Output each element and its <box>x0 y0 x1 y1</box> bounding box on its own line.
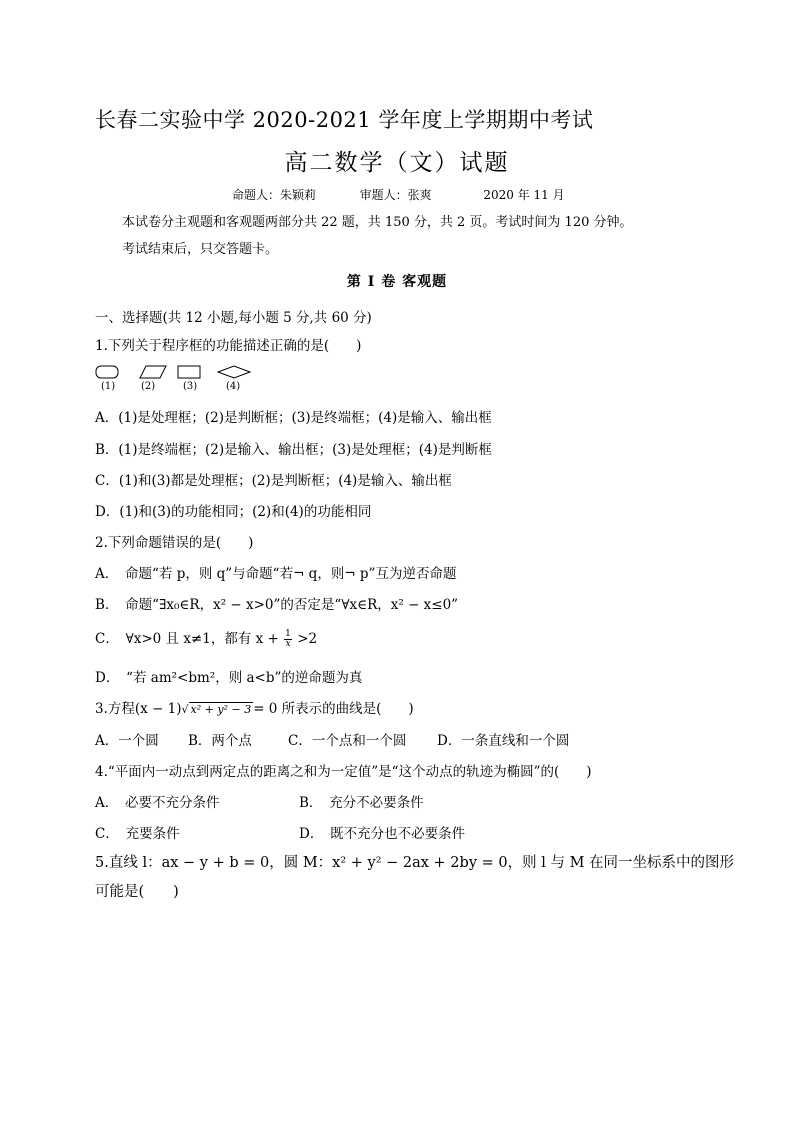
intro-line-2: 考试结束后，只交答题卡。 <box>122 242 279 257</box>
author: 命题人：朱颖莉 <box>232 188 317 202</box>
q3-stem: 3.方程(x − 1)√ x² + y² − 3 = 0 所表示的曲线是( ) <box>95 701 414 717</box>
q2-option-d: D． “若 am²<bm²，则 a<b”的逆命题为真 <box>95 670 363 686</box>
q3-option-b: B．两个点 <box>188 733 252 749</box>
q3-stem-post: = 0 所表示的曲线是( ) <box>253 701 414 717</box>
q1-option-d: D．(1)和(3)的功能相同；(2)和(4)的功能相同 <box>95 504 372 520</box>
shape-label-2: (2) <box>141 381 156 392</box>
q4-stem: 4.“平面内一动点到两定点的距离之和为一定值”是“这个动点的轨迹为椭圆”的( ) <box>95 764 592 780</box>
paper-meta <box>232 186 565 203</box>
q3-option-d: D．一条直线和一个圆 <box>437 733 570 749</box>
q3-option-c: C．一个点和一个圆 <box>288 733 407 749</box>
io-shape <box>140 366 166 378</box>
fraction-one-over-x <box>284 630 292 649</box>
date: 2020 年 11 月 <box>483 188 565 202</box>
q4-option-b: B． 充分不必要条件 <box>299 795 424 811</box>
shape-label-4: (4) <box>226 381 241 392</box>
q2-stem: 2.下列命题错误的是( ) <box>95 535 254 551</box>
q3-option-a: A．一个圆 <box>95 733 159 749</box>
q2-option-b: B． 命题“∃x₀∈R，x² − x>0”的否定是“∀x∈R，x² − x≤0” <box>95 597 459 613</box>
q1-stem: 1.下列关于程序框的功能描述正确的是( ) <box>95 338 362 354</box>
section-heading: 第 Ⅰ 卷 客观题 <box>346 274 448 290</box>
flowchart-shapes-figure <box>94 364 264 382</box>
paper-title: 高二数学（文）试题 <box>284 150 510 176</box>
decision-shape <box>218 366 250 378</box>
fraction-denominator: x <box>285 639 291 649</box>
q4-option-d: D． 既不充分也不必要条件 <box>299 826 466 842</box>
process-shape <box>178 366 200 378</box>
shape-label-3: (3) <box>183 381 198 392</box>
intro-line-1: 本试卷分主观题和客观题两部分共 22 题，共 150 分，共 2 页。考试时间为 120 分钟。 <box>122 215 633 230</box>
q4-option-a: A． 必要不充分条件 <box>95 795 220 811</box>
q3-sqrt-expression: x² + y² − 3 <box>190 703 252 716</box>
shape-label-1: (1) <box>101 381 116 392</box>
school-exam-heading: 长春二实验中学 2020-2021 学年度上学期期中考试 <box>95 108 594 132</box>
q2-option-c <box>95 627 317 649</box>
reviewer: 审题人：张爽 <box>359 188 432 202</box>
part-title: 一、选择题(共 12 小题,每小题 5 分,共 60 分) <box>95 310 372 326</box>
q2-option-c-text: C． ∀x>0 且 x≠1，都有 x + <box>95 631 279 647</box>
terminal-shape <box>96 366 118 378</box>
q2-option-a: A． 命题“若 p，则 q”与命题“若¬ q，则¬ p”互为逆否命题 <box>95 566 457 582</box>
q4-option-c: C． 充要条件 <box>95 826 180 842</box>
q5-stem-line-2: 可能是( ) <box>95 884 179 900</box>
q1-option-c: C．(1)和(3)都是处理框；(2)是判断框；(4)是输入、输出框 <box>95 473 452 489</box>
q2-option-c-tail: >2 <box>297 631 318 647</box>
fraction-numerator: 1 <box>285 629 291 639</box>
q1-option-a: A．(1)是处理框；(2)是判断框；(3)是终端框；(4)是输入、输出框 <box>95 410 492 426</box>
q5-stem-line-1: 5.直线 l：ax − y + b = 0，圆 M：x² + y² − 2ax + 2by = 0，则 l 与 M 在同一坐标系中的图形 <box>95 855 735 871</box>
q3-stem-pre: 3.方程(x − 1) <box>95 701 182 717</box>
q1-option-b: B．(1)是终端框；(2)是输入、输出框；(3)是处理框；(4)是判断框 <box>95 442 492 458</box>
